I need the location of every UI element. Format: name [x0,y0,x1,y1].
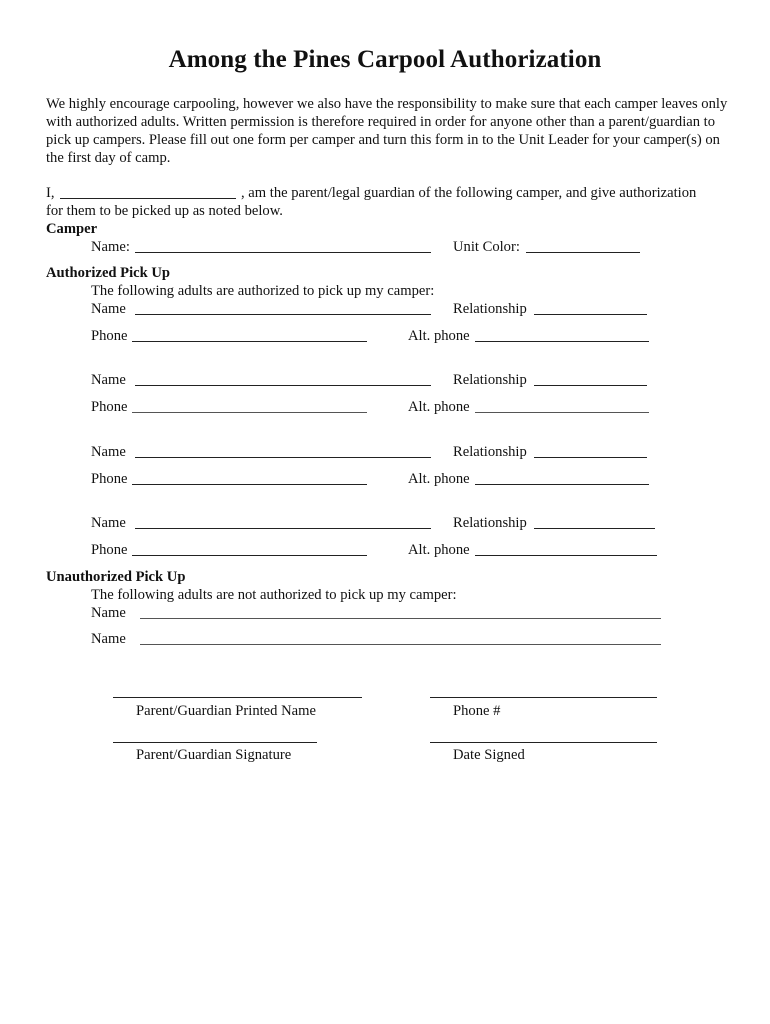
adult-4-alt-phone-field[interactable] [475,555,657,556]
date-signed-line[interactable] [430,742,657,743]
adult-2-alt-phone-label: Alt. phone [408,399,470,415]
adult-4-name-field[interactable] [135,528,431,529]
adult-3-name-field[interactable] [135,457,431,458]
adult-3-relationship-field[interactable] [534,457,647,458]
adult-2-phone-label: Phone [91,399,128,415]
adult-1-name-label: Name [91,301,126,317]
statement-suffix: , am the parent/legal guardian of the following camper, and give authorization [241,185,697,201]
adult-1-alt-phone-label: Alt. phone [408,328,470,344]
adult-4-relationship-field[interactable] [534,528,655,529]
camper-name-field[interactable] [135,252,431,253]
unit-color-label: Unit Color: [453,239,520,255]
authorized-heading: Authorized Pick Up [46,265,171,281]
adult-3-alt-phone-label: Alt. phone [408,471,470,487]
adult-4-alt-phone-label: Alt. phone [408,542,470,558]
statement-line-2: for them to be picked up as noted below. [46,203,283,219]
adult-4-name-label: Name [91,515,126,531]
adult-1-name-field[interactable] [135,314,431,315]
adult-3-phone-field[interactable] [132,484,367,485]
adult-2-name-field[interactable] [135,385,431,386]
adult-2-phone-field[interactable] [132,412,367,413]
adult-1-phone-label: Phone [91,328,128,344]
adult-1-phone-field[interactable] [132,341,367,342]
unit-color-field[interactable] [526,252,640,253]
adult-3-phone-label: Phone [91,471,128,487]
unauthorized-1-name-field[interactable] [140,618,661,619]
printed-name-label: Parent/Guardian Printed Name [136,703,316,719]
unauthorized-subheading: The following adults are not authorized to pick up my camper: [91,587,457,603]
adult-1-relationship-field[interactable] [534,314,647,315]
adult-4-phone-label: Phone [91,542,128,558]
date-signed-label: Date Signed [453,747,525,763]
unauthorized-1-name-label: Name [91,605,126,621]
phone-number-label: Phone # [453,703,501,719]
phone-number-line[interactable] [430,697,657,698]
printed-name-line[interactable] [113,697,362,698]
adult-3-name-label: Name [91,444,126,460]
adult-2-relationship-label: Relationship [453,372,527,388]
signature-label: Parent/Guardian Signature [136,747,292,763]
adult-3-relationship-label: Relationship [453,444,527,460]
signature-line[interactable] [113,742,317,743]
statement-prefix: I, [46,185,55,201]
adult-1-alt-phone-field[interactable] [475,341,649,342]
unauthorized-heading: Unauthorized Pick Up [46,569,186,585]
adult-4-relationship-label: Relationship [453,515,527,531]
intro-paragraph: We highly encourage carpooling, however we also have the responsibility to make sure that each camper leaves only with authorized adults. Written permission is therefore required in order for anyone other than a parent/guardian to pick up campers. Please fill out one form per camper and turn this form in to the Unit Leader for your camper(s) on the first day of camp. [46,96,728,166]
camper-name-label: Name: [91,239,130,255]
unauthorized-2-name-field[interactable] [140,644,661,645]
form-title: Among the Pines Carpool Authorization [168,46,602,73]
adult-1-relationship-label: Relationship [453,301,527,317]
adult-3-alt-phone-field[interactable] [475,484,649,485]
adult-2-relationship-field[interactable] [534,385,647,386]
authorized-subheading: The following adults are authorized to pick up my camper: [91,283,435,299]
unauthorized-2-name-label: Name [91,631,126,647]
adult-2-name-label: Name [91,372,126,388]
guardian-name-blank[interactable] [60,198,236,199]
adult-2-alt-phone-field[interactable] [475,412,649,413]
adult-4-phone-field[interactable] [132,555,367,556]
camper-heading: Camper [46,221,98,237]
